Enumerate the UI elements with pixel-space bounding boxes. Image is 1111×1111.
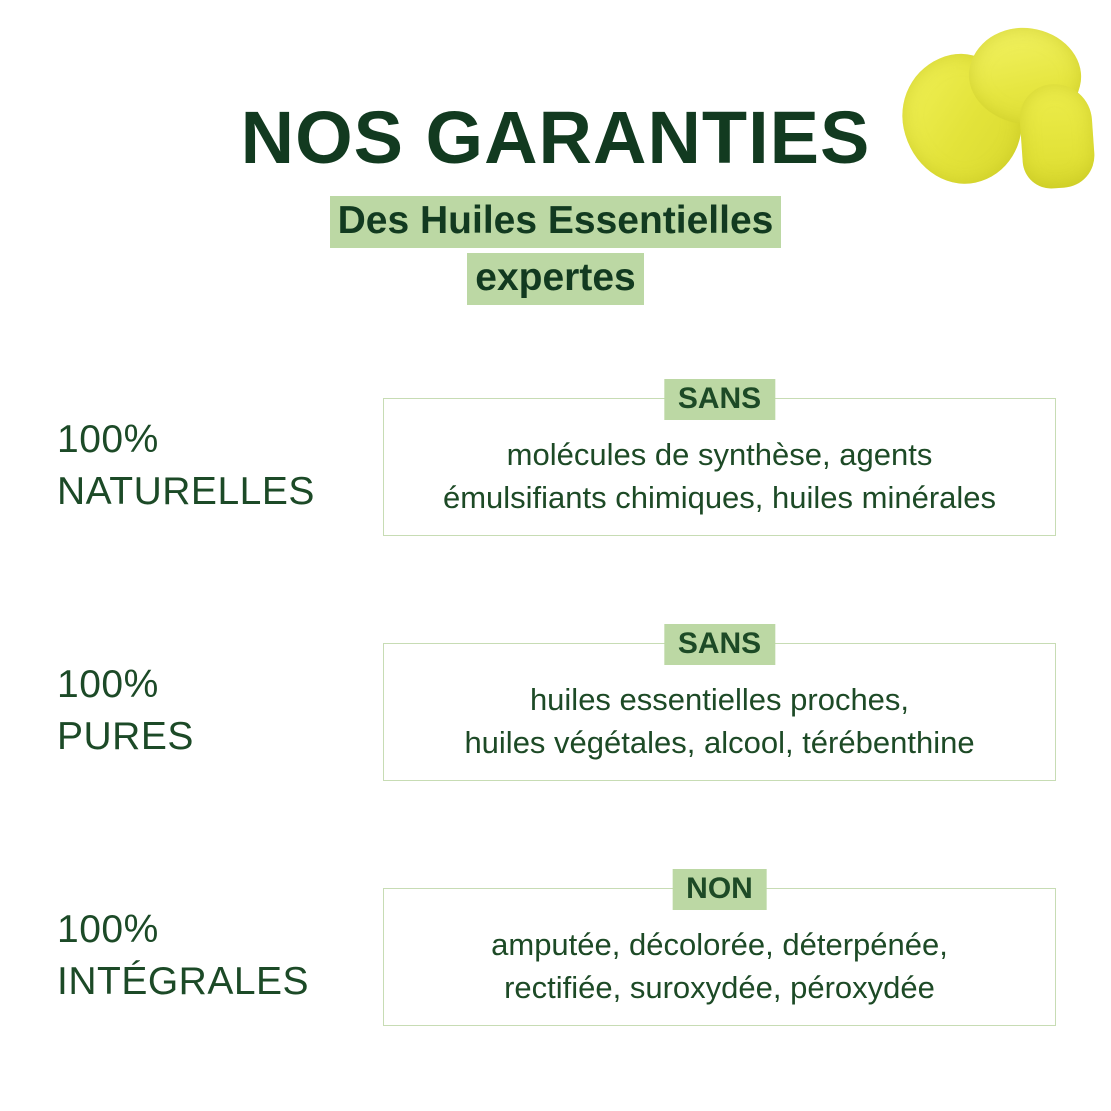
guarantee-card [383, 627, 1056, 781]
guarantee-card-text [396, 433, 1043, 519]
guarantee-row-pures [0, 611, 1111, 856]
guarantee-label [57, 659, 357, 763]
guarantee-card-text [396, 678, 1043, 764]
guarantee-label-line-2: PURES [57, 715, 194, 758]
guarantee-row-naturelles [0, 366, 1111, 611]
guarantee-card-tag: SANS [664, 379, 775, 420]
guarantee-card-tag: NON [672, 869, 767, 910]
page-subtitle [0, 196, 1111, 310]
guarantee-card-text-line-1: huiles essentielles proches, [529, 682, 910, 717]
guarantee-card [383, 382, 1056, 536]
guarantee-card-tag: SANS [664, 624, 775, 665]
guarantee-card [383, 872, 1056, 1026]
guarantees-list [0, 366, 1111, 1101]
guarantee-label-line-1: 100% [57, 663, 159, 706]
guarantee-card-text-line-2: rectifiée, suroxydée, péroxydée [504, 970, 935, 1005]
page-title: NOS GARANTIES [240, 96, 871, 179]
guarantee-card-text-line-2: émulsifiants chimiques, huiles minérales [442, 480, 997, 515]
guarantee-card-text-line-1: amputée, décolorée, déterpénée, [491, 927, 948, 962]
guarantee-row-integrales [0, 856, 1111, 1101]
guarantee-card-text-line-2: huiles végétales, alcool, térébenthine [464, 725, 975, 760]
guarantee-card-text-line-1: molécules de synthèse, agents [506, 437, 933, 472]
page-subtitle-line-2: expertes [467, 253, 643, 305]
guarantee-label [57, 904, 357, 1008]
guarantee-label-line-1: 100% [57, 418, 159, 461]
guarantee-label-line-1: 100% [57, 908, 159, 951]
page-subtitle-line-1: Des Huiles Essentielles [330, 196, 782, 248]
guarantee-label-line-2: NATURELLES [57, 470, 315, 513]
guarantee-label [57, 414, 357, 518]
guarantee-label-line-2: INTÉGRALES [57, 960, 310, 1003]
guarantee-card-text [396, 923, 1043, 1009]
